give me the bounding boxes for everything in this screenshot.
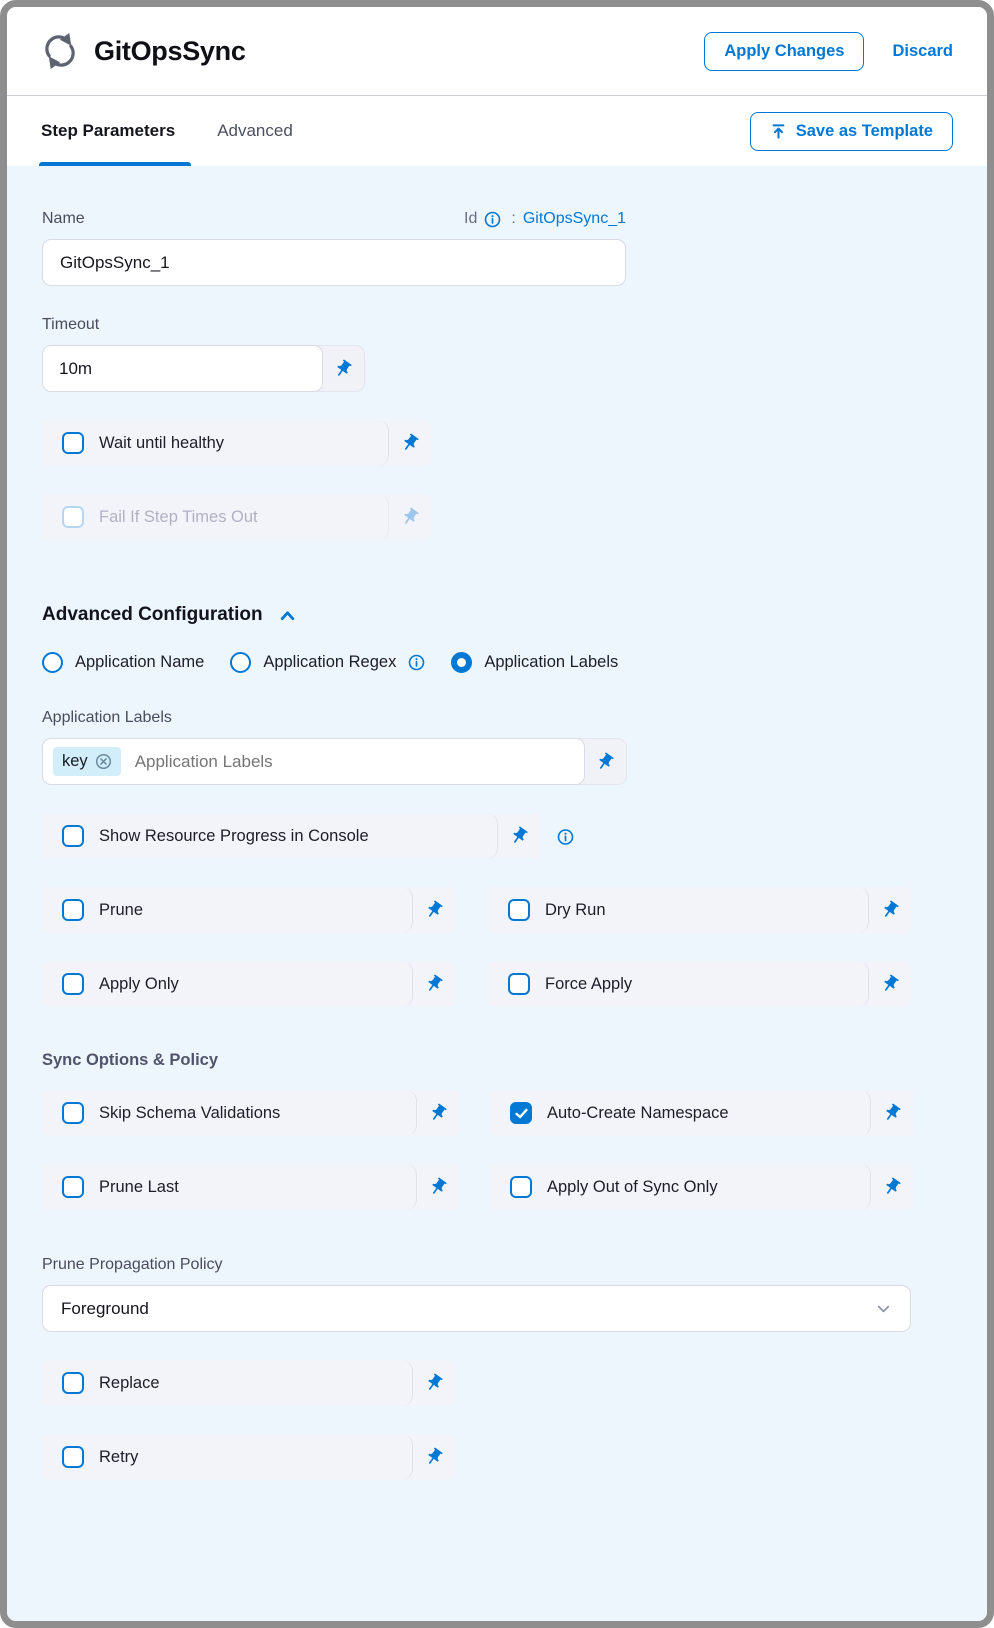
timeout-input-group [42,345,365,392]
replace-label: Replace [99,1373,160,1392]
prune-pin-button[interactable] [413,900,455,920]
application-labels-radio-label: Application Labels [484,653,619,671]
prune-label: Prune [99,900,144,919]
apply-only-label: Apply Only [99,974,179,993]
timeout-label: Timeout [42,316,100,333]
prune-propagation-policy-select[interactable] [42,1285,911,1332]
application-name-radio[interactable] [42,652,63,673]
force-apply-pin-button[interactable] [869,974,911,994]
wait-until-healthy-checkbox[interactable] [62,432,84,454]
radio-application-name[interactable] [42,652,204,673]
step-parameters-panel [7,166,987,1621]
prune-propagation-policy-value: Foreground [61,1298,149,1318]
tag-remove-icon[interactable] [95,753,112,770]
sync-icon [41,32,79,70]
apply-out-of-sync-only-row[interactable] [490,1164,913,1210]
dry-run-row[interactable] [488,887,911,933]
advanced-configuration-title: Advanced Configuration [42,604,263,625]
dry-run-checkbox[interactable] [508,899,530,921]
discard-button[interactable]: Discard [892,41,953,60]
fail-if-step-times-out-label: Fail If Step Times Out [99,507,258,526]
auto-create-namespace-row[interactable] [490,1090,913,1136]
advanced-configuration-heading [42,604,952,626]
name-input[interactable] [42,239,626,286]
application-regex-radio[interactable] [230,652,251,673]
tab-bar [7,96,987,166]
apply-out-of-sync-only-checkbox[interactable] [510,1176,532,1198]
force-apply-row[interactable] [488,961,911,1007]
apply-only-pin-button[interactable] [413,974,455,994]
force-apply-checkbox[interactable] [508,973,530,995]
skip-schema-validations-row[interactable] [42,1090,459,1136]
chevron-up-icon[interactable] [279,607,296,624]
application-labels-input[interactable] [121,739,584,784]
prune-last-row[interactable] [42,1164,459,1210]
show-resource-progress-label: Show Resource Progress in Console [99,826,369,845]
panel-header [7,7,987,96]
application-regex-info-icon[interactable] [408,654,425,671]
timeout-input[interactable] [59,346,306,391]
auto-create-namespace-label: Auto-Create Namespace [547,1103,729,1122]
apply-only-checkbox[interactable] [62,973,84,995]
auto-create-namespace-checkbox[interactable] [510,1102,532,1124]
replace-row[interactable] [42,1360,455,1406]
fail-if-step-times-out-pin-button [389,507,431,527]
replace-pin-button[interactable] [413,1373,455,1393]
show-resource-progress-checkbox[interactable] [62,825,84,847]
wait-until-healthy-label: Wait until healthy [99,433,225,452]
application-labels-radio[interactable] [451,652,472,673]
upload-icon [770,123,787,140]
application-labels-input-group [42,738,627,785]
auto-create-namespace-pin-button[interactable] [871,1103,913,1123]
save-as-template-label: Save as Template [795,121,933,140]
force-apply-label: Force Apply [545,974,633,993]
show-resource-progress-row[interactable] [42,813,540,859]
application-labels-label: Application Labels [42,709,172,726]
id-value[interactable]: GitOpsSync_1 [522,210,626,227]
label-tag-key [53,747,121,776]
prune-propagation-policy-label: Prune Propagation Policy [42,1256,223,1273]
show-resource-progress-pin-button[interactable] [498,826,540,846]
apply-out-of-sync-only-label: Apply Out of Sync Only [547,1177,718,1196]
name-label: Name [42,210,85,227]
application-selector-radio-group [42,652,952,673]
label-tag-key-text: key [62,752,88,770]
prune-last-pin-button[interactable] [417,1177,459,1197]
save-as-template-button[interactable] [750,112,953,151]
prune-checkbox[interactable] [62,899,84,921]
retry-pin-button[interactable] [413,1447,455,1467]
sync-options-heading: Sync Options & Policy [42,1051,219,1069]
page-title: GitOpsSync [94,35,246,66]
radio-application-regex[interactable] [230,652,425,673]
fail-if-step-times-out-row [42,494,431,540]
wait-until-healthy-row[interactable] [42,420,431,466]
replace-checkbox[interactable] [62,1372,84,1394]
retry-checkbox[interactable] [62,1446,84,1468]
tab-step-parameters[interactable]: Step Parameters [41,96,175,166]
fail-if-step-times-out-checkbox [62,506,84,528]
application-regex-radio-label: Application Regex [263,653,397,671]
apply-out-of-sync-only-pin-button[interactable] [871,1177,913,1197]
skip-schema-validations-checkbox[interactable] [62,1102,84,1124]
retry-label: Retry [99,1447,139,1466]
skip-schema-validations-pin-button[interactable] [417,1103,459,1123]
apply-changes-button[interactable]: Apply Changes [704,32,864,71]
radio-application-labels[interactable] [451,652,618,673]
chevron-down-icon [875,1300,892,1317]
id-label: Id [464,210,478,227]
tab-advanced[interactable]: Advanced [217,121,293,140]
id-info-icon[interactable] [484,211,501,228]
apply-only-row[interactable] [42,961,455,1007]
show-resource-progress-info-icon[interactable] [557,828,574,845]
wait-until-healthy-pin-button[interactable] [389,433,431,453]
dry-run-label: Dry Run [545,900,606,919]
dry-run-pin-button[interactable] [869,900,911,920]
application-name-radio-label: Application Name [75,653,205,671]
prune-last-checkbox[interactable] [62,1176,84,1198]
prune-row[interactable] [42,887,455,933]
retry-row[interactable] [42,1434,455,1480]
skip-schema-validations-label: Skip Schema Validations [99,1103,281,1122]
id-separator: : [511,210,516,227]
prune-last-label: Prune Last [99,1177,179,1196]
